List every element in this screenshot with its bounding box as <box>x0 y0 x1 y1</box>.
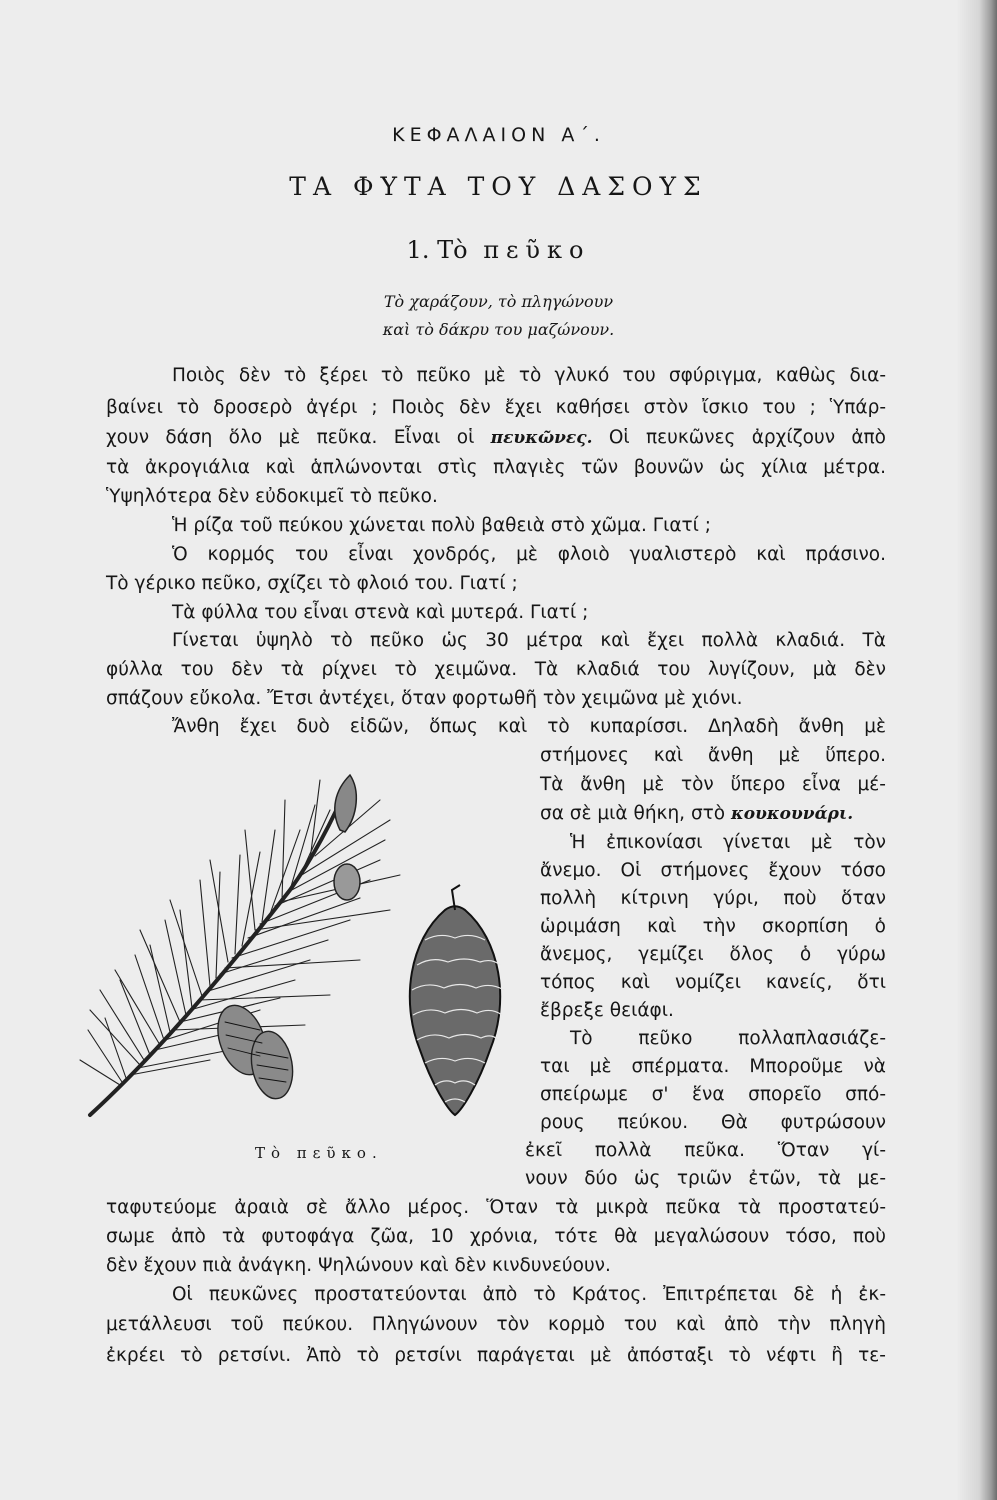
text-line: Ὑψηλότερα δὲν εὐδοκιμεῖ τὸ πεῦκο. <box>106 486 438 507</box>
text-line: τὰ ἀκρογιάλια καὶ ἁπλώνονται στὶς πλαγιὲς τῶν βουνῶν ὡς χίλια μέτρα. <box>106 457 886 478</box>
text-line: νουν δύο ὡς τριῶν ἐτῶν, τὰ με- <box>525 1168 886 1189</box>
text-line: ἔβρεξε θειάφι. <box>540 1000 674 1021</box>
text-line: ἄνεμο. Οἱ στήμονες ἔχουν τόσο <box>540 860 886 881</box>
text-line: φύλλα του δὲν τὰ ρίχνει τὸ χειμῶνα. Τὰ κλαδιά του λυγίζουν, μὰ δὲν <box>106 659 886 680</box>
section-article: Τὸ <box>437 236 468 264</box>
text-line: Ὁ κορμός του εἶναι χονδρός, μὲ φλοιὸ γυαλιστερὸ καὶ πράσινο. <box>172 544 886 565</box>
text-line: Τὸ πεῦκο πολλαπλασιάζε- <box>570 1028 886 1049</box>
text-line: ρους πεύκου. Θὰ φυτρώσουν <box>540 1112 886 1133</box>
page-edge-shadow <box>957 0 997 1500</box>
text-line: Ἡ ἐπικονίασι γίνεται μὲ τὸν <box>570 832 886 853</box>
text-line: στήμονες καὶ ἄνθη μὲ ὕπερο. <box>540 745 886 766</box>
text-line: Τὰ ἄνθη μὲ τὸν ὕπερο εἶνα μέ- <box>540 774 886 795</box>
text-span: Οἱ πευκῶνες ἀρχίζουν ἀπὸ <box>608 427 886 448</box>
text-line: βαίνει τὸ δροσερὸ ἀγέρι ; Ποιὸς δὲν ἔχει καθήσει στὸν ἴσκιο του ; Ὑπάρ- <box>106 397 886 418</box>
term-pefkones: πευκῶνες. <box>490 428 593 448</box>
text-line: Ποιὸς δὲν τὸ ξέρει τὸ πεῦκο μὲ τὸ γλυκό του σφύριγμα, καθὼς δια- <box>172 365 886 386</box>
text-line: Ἄνθη ἔχει δυὸ εἰδῶν, ὅπως καὶ τὸ κυπαρίσσι. Δηλαδὴ ἄνθη μὲ <box>172 716 886 737</box>
section-word: πεῦκο <box>483 236 591 264</box>
pine-cone-icon <box>410 885 504 1115</box>
text-line: ἐκρέει τὸ ρετσίνι. Ἀπὸ τὸ ρετσίνι παράγεται μὲ ἀπόσταξι τὸ νέφτι ἢ τε- <box>106 1345 886 1366</box>
motto <box>0 288 997 344</box>
chapter-title: ΤΑ ΦΥΤΑ ΤΟΥ ΔΑΣΟΥΣ <box>289 172 708 201</box>
text-line: ἄνεμος, γεμίζει ὅλος ὁ γύρω <box>540 944 886 965</box>
text-line: πολλὴ κίτρινη γύρι, ποὺ ὅταν <box>540 888 886 909</box>
text-line: ταφυτεύομε ἀραιὰ σὲ ἄλλο μέρος. Ὅταν τὰ μικρὰ πεῦκα τὰ προστατεύ- <box>106 1197 886 1218</box>
text-span: χουν δάση ὅλο μὲ πεῦκα. Εἶναι οἱ <box>106 427 475 448</box>
section-number: 1. <box>406 236 430 264</box>
motto-line: καὶ τὸ δάκρυ του μαζώνουν. <box>382 320 615 339</box>
text-line: σπάζουν εὔκολα. Ἔτσι ἀντέχει, ὅταν φορτωθῆ τὸν χειμῶνα μὲ χιόνι. <box>106 688 743 709</box>
text-line: μετάλλευσι τοῦ πεύκου. Πληγώνουν τὸν κορμὸ του καὶ ἀπὸ τὴν πληγὴ <box>106 1314 886 1335</box>
pine-branch-illustration <box>60 760 530 1130</box>
figure-caption: Τὸ πεῦκο. <box>255 1144 383 1162</box>
text-line: Γίνεται ὑψηλὸ τὸ πεῦκο ὡς 30 μέτρα καὶ ἔχει πολλὰ κλαδιά. Τὰ <box>172 630 886 651</box>
text-line: τόπος καὶ νομίζει κανείς, ὅτι <box>540 972 886 993</box>
motto-line: Τὸ χαράζουν, τὸ πληγώνουν <box>383 292 614 311</box>
text-line: Τὸ γέρικο πεῦκο, σχίζει τὸ φλοιό του. Γιατί ; <box>106 573 518 594</box>
section-heading <box>0 236 997 264</box>
text-line: Οἱ πευκῶνες προστατεύονται ἀπὸ τὸ Κράτος. Ἐπιτρέπεται δὲ ἡ ἐκ- <box>172 1284 886 1305</box>
text-span: σα σὲ μιὰ θήκη, στὸ <box>540 803 726 824</box>
text-line: δὲν ἔχουν πιὰ ἀνάγκη. Ψηλώνουν καὶ δὲν κινδυνεύουν. <box>106 1255 611 1276</box>
text-line: Τὰ φύλλα του εἶναι στενὰ καὶ μυτερά. Γιατί ; <box>172 602 589 623</box>
text-line: ται μὲ σπέρματα. Μποροῦμε νὰ <box>540 1056 886 1077</box>
text-line: ἐκεῖ πολλὰ πεῦκα. Ὅταν γί- <box>525 1140 886 1161</box>
text-line: σωμε ἀπὸ τὰ φυτοφάγα ζῶα, 10 χρόνια, τότε θὰ μεγαλώσουν τόσο, ποὺ <box>106 1226 886 1247</box>
text-line <box>106 424 886 452</box>
text-line: Ἡ ρίζα τοῦ πεύκου χώνεται πολὺ βαθειὰ στὸ χῶμα. Γιατί ; <box>172 515 712 536</box>
text-line <box>540 800 853 828</box>
text-line: σπείρωμε σ' ἕνα σπορεῖο σπό- <box>540 1084 886 1105</box>
term-koukounari: κουκουνάρι. <box>731 804 854 824</box>
text-line: ὡριμάση καὶ τὴν σκορπίση ὁ <box>540 916 886 937</box>
chapter-heading: ΚΕΦΑΛΑΙΟΝ Α΄. <box>392 124 605 146</box>
